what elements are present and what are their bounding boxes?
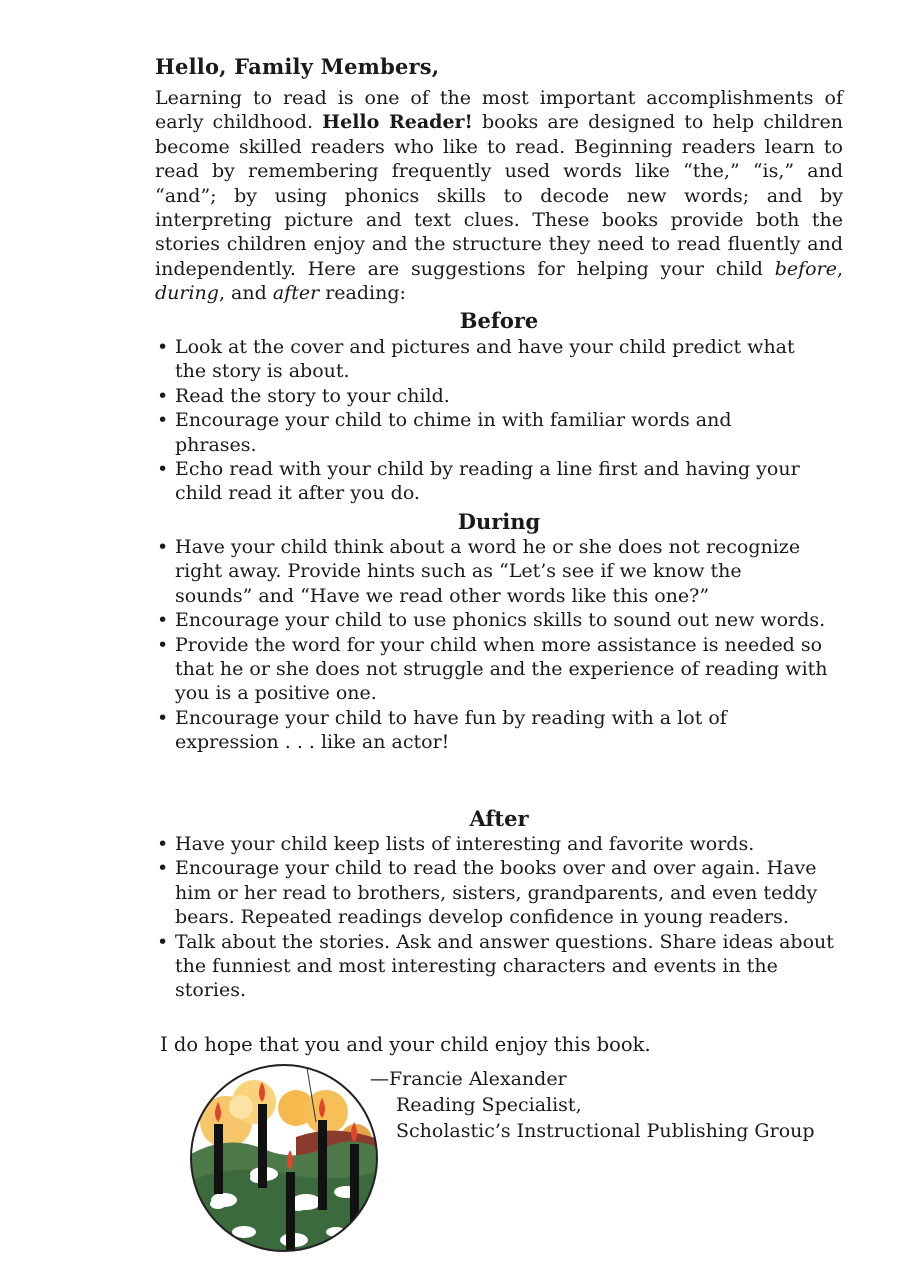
list-item-text: Look at the cover and pictures and have your child predict what the story is about. bbox=[175, 336, 795, 383]
list-item bbox=[155, 832, 855, 856]
signature-block bbox=[370, 1066, 815, 1144]
intro-before-word: before bbox=[774, 257, 837, 280]
signature-title: Reading Specialist, bbox=[396, 1094, 582, 1116]
bullet-icon: • bbox=[157, 409, 169, 432]
after-list bbox=[155, 832, 855, 1003]
section-heading-after: After bbox=[469, 806, 529, 831]
bullet-icon: • bbox=[157, 633, 169, 656]
list-item bbox=[155, 457, 855, 506]
list-item bbox=[155, 408, 855, 457]
list-item bbox=[155, 608, 855, 632]
brand-name: Hello Reader! bbox=[322, 111, 473, 134]
bullet-icon: • bbox=[157, 609, 169, 632]
list-item bbox=[155, 535, 855, 608]
list-item-text: Talk about the stories. Ask and answer questions. Share ideas about the funniest and most interesting characters and events in the stories. bbox=[175, 930, 834, 1002]
list-item-text: Echo read with your child by reading a line first and having your child read it after you do. bbox=[175, 458, 800, 505]
intro-text-2: books are designed to help children become skilled readers who like to read. Beginning readers learn to read by remembering frequently used words like “the,” “is,” and “and”; by using phonics skills to decode new words; and by interpreting picture and text clues. These books provide both the stories children enjoy and the structure they need to read fluently and independently. Here are suggestions for helping your child bbox=[155, 111, 843, 280]
intro-paragraph bbox=[155, 86, 843, 306]
intro-separator-1: , bbox=[836, 257, 843, 280]
list-item-text: Provide the word for your child when more assistance is needed so that he or she does not struggle and the experience of reading with you is a positive one. bbox=[175, 633, 828, 705]
section-heading-before: Before bbox=[459, 308, 539, 333]
list-item bbox=[155, 335, 855, 384]
greeting: Hello, Family Members, bbox=[155, 54, 440, 79]
bullet-icon: • bbox=[157, 833, 169, 855]
candles-emblem-icon bbox=[186, 1062, 382, 1254]
intro-during-word: during bbox=[155, 282, 219, 305]
intro-text-3: reading: bbox=[319, 282, 406, 305]
bullet-icon: • bbox=[157, 706, 169, 729]
list-item bbox=[155, 930, 855, 1003]
bullet-icon: • bbox=[157, 336, 169, 358]
list-item bbox=[155, 384, 855, 408]
signature-org: Scholastic’s Instructional Publishing Group bbox=[396, 1120, 815, 1142]
list-item bbox=[155, 633, 855, 706]
list-item-text: Encourage your child to chime in with familiar words and phrases. bbox=[175, 409, 732, 456]
intro-after-word: after bbox=[272, 282, 320, 305]
list-item-text: Encourage your child to read the books over and over again. Have him or her read to brothers, sisters, grandparents, and even teddy bears. Repeated readings develop confidence in young readers. bbox=[175, 857, 818, 929]
bullet-icon: • bbox=[157, 930, 169, 953]
before-list bbox=[155, 335, 855, 506]
signature-name: —Francie Alexander bbox=[370, 1068, 567, 1090]
list-item-text: Have your child think about a word he or she does not recognize right away. Provide hints such as “Let’s see if we know the sounds” and “Have we read other words like this one?” bbox=[175, 536, 801, 607]
list-item bbox=[155, 856, 855, 929]
intro-separator-2: , and bbox=[218, 282, 273, 305]
bullet-icon: • bbox=[157, 384, 169, 407]
bullet-icon: • bbox=[157, 536, 169, 558]
intro-text-1: Learning to read is one of the most important accomplishments of early childhood. bbox=[155, 87, 843, 134]
bullet-icon: • bbox=[157, 857, 169, 880]
list-item-text: Encourage your child to have fun by reading with a lot of expression . . . like an actor! bbox=[175, 706, 727, 754]
list-item-text: Read the story to your child. bbox=[175, 384, 450, 407]
bullet-icon: • bbox=[157, 458, 169, 481]
during-list bbox=[155, 535, 855, 755]
closing-line: I do hope that you and your child enjoy this book. bbox=[160, 1033, 651, 1056]
list-item bbox=[155, 706, 855, 755]
list-item-text: Have your child keep lists of interesting and favorite words. bbox=[175, 833, 755, 855]
list-item-text: Encourage your child to use phonics skills to sound out new words. bbox=[175, 609, 826, 632]
section-heading-during: During bbox=[457, 509, 541, 534]
